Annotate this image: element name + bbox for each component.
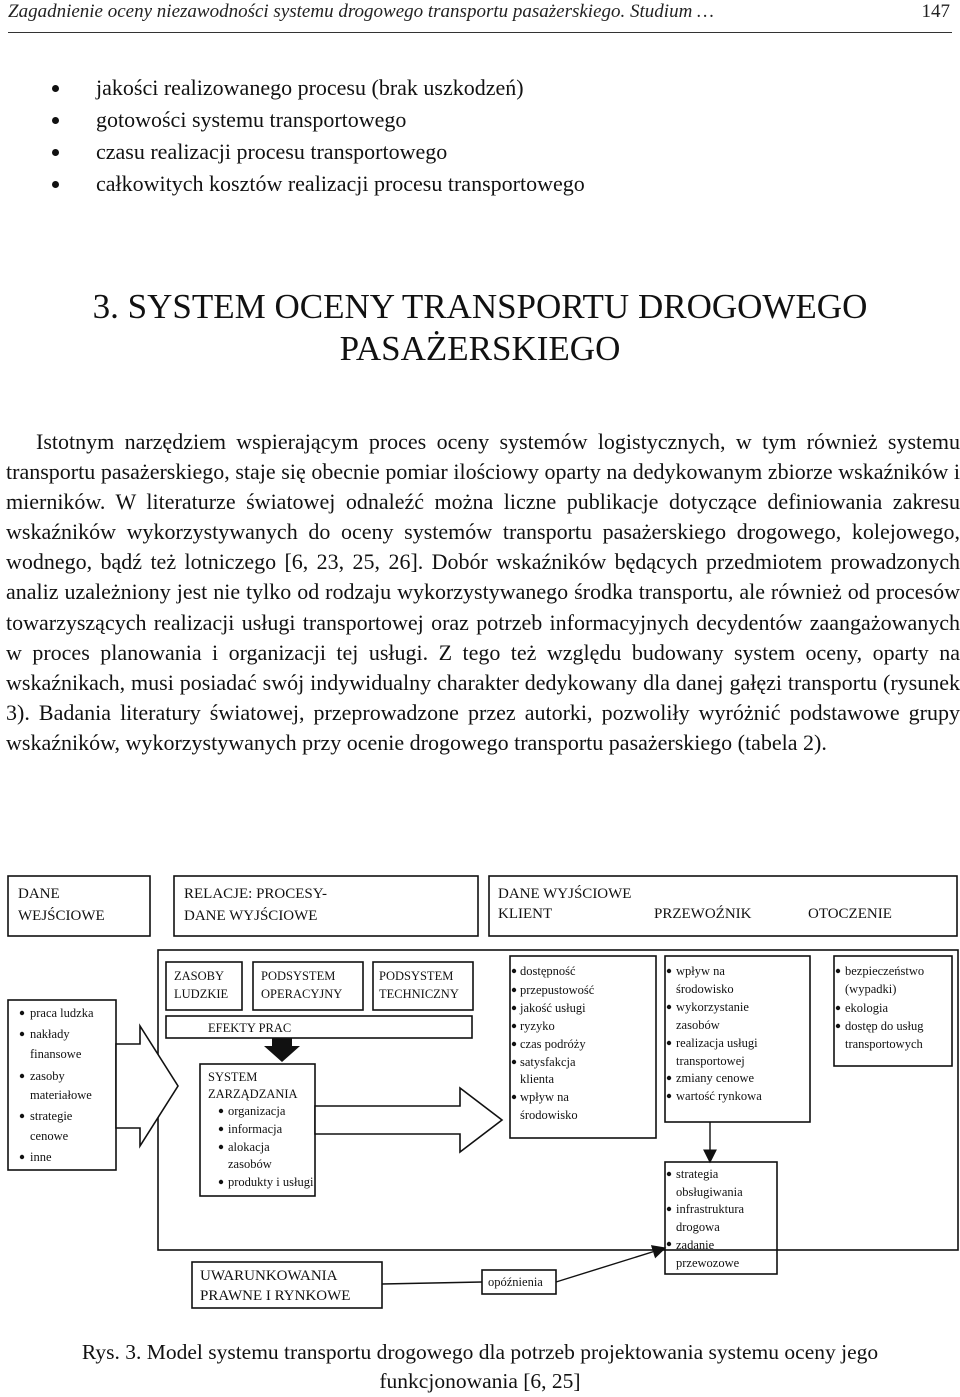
label-sz-1: SYSTEM [208, 1070, 258, 1084]
label-przewoznik: PRZEWOŹNIK [654, 906, 752, 922]
input-item: materiałowe [30, 1088, 92, 1102]
przewoznik-item: zasobów [676, 1018, 720, 1032]
otoczenie-item: transportowych [845, 1037, 923, 1051]
box-relacje [174, 876, 478, 936]
label-efekty-prac: EFEKTY PRAC [208, 1021, 292, 1035]
sz-item: produkty i usługi [228, 1175, 314, 1189]
klient-item: ryzyko [520, 1019, 555, 1033]
label-tech-2: TECHNICZNY [379, 987, 459, 1001]
label-uwarunkowania-1: UWARUNKOWANIA [200, 1268, 338, 1284]
label-tech-1: PODSYSTEM [379, 969, 454, 983]
list-item: całkowitych kosztów realizacji procesu transportowego [0, 168, 585, 200]
bullet-list [0, 72, 585, 200]
section-title-line1: 3. SYSTEM OCENY TRANSPORTU DROGOWEGO [92, 287, 868, 326]
output-arrow-icon [315, 1088, 502, 1152]
body-paragraph: Istotnym narzędziem wspierającym proces oceny systemów logistycznych, w tym również systemu transportu pasażerskiego, staje się obecnie pomiar ilościowy oparty na dedykowanym zbiorze wskaźników i mierników. W literaturze światowej odnaleźć można liczne publikacje dotyczące definiowania zakresu wskaźników wykorzystywanych do oceny systemów transportu pasażerskiego drogowego, kolejowego, wodnego, bądź też lotniczego [6, 23, 25, 26]. Dobór wskaźników będących przedmiotem prowadzonych analiz uzależniony jest nie tylko od rodzaju wykorzystywanego środka transportu, ale również od procesów towarzyszących realizacji usługi transportowej oraz potrzeb informacyjnych decydentów zaangażowanych w proces planowania i organizacji tej usługi. Z tego też względu budowany system oceny, oparty na wskaźnikach, musi posiadać swój indywidualny charakter dedykowany dla danej gałęzi transportu (rysunek 3). Badania literatury światowej, przeprowadzone przez autorki, pozwoliły wyróżnić podstawowe grupy wskaźników, wykorzystywanych przy ocenie drogowego transportu pasażerskiego (tabela 2). [6, 429, 960, 755]
label-uwarunkowania-2: PRAWNE I RYNKOWE [200, 1288, 351, 1304]
input-item: inne [30, 1150, 52, 1164]
bullet-icon [52, 85, 59, 92]
down-arrow-icon [264, 1038, 300, 1062]
label-zasoby-2: LUDZKIE [174, 987, 229, 1001]
klient-item: jakość usługi [520, 1001, 586, 1015]
klient-item: środowisko [520, 1108, 578, 1122]
bullet-icon [52, 149, 59, 156]
przewoznik-item2: obsługiwania [676, 1185, 743, 1199]
przewoznik-item: środowisko [676, 982, 734, 996]
otoczenie-item: ekologia [845, 1001, 889, 1015]
label-klient: KLIENT [498, 906, 553, 922]
label-relacje-2: DANE WYJŚCIOWE [184, 908, 318, 924]
przewoznik-item2: drogowa [676, 1220, 720, 1234]
przewoznik-item: realizacja usługi [676, 1036, 758, 1050]
klient-item: satysfakcja [520, 1055, 576, 1069]
przewoznik-item2: strategia [676, 1167, 719, 1181]
przewoznik-item: zmiany cenowe [676, 1071, 755, 1085]
przewoznik-item2: zadanie [676, 1238, 715, 1252]
bullet-icon [52, 117, 59, 124]
list-item: jakości realizowanego procesu (brak uszkodzeń) [0, 72, 585, 104]
section-title-line2: PASAŻERSKIEGO [339, 329, 621, 368]
running-header [8, 0, 952, 33]
przewoznik-item2: przewozowe [676, 1256, 740, 1270]
otoczenie-item: bezpieczeństwo [845, 964, 925, 978]
sz-item: zasobów [228, 1157, 272, 1171]
input-item: nakłady [30, 1027, 70, 1041]
label-zasoby-1: ZASOBY [174, 969, 225, 983]
bullet-icon [52, 181, 59, 188]
przewoznik-item: transportowej [676, 1054, 745, 1068]
otoczenie-item: (wypadki) [845, 982, 897, 996]
label-dane-wejsciowe-1: DANE [18, 886, 60, 902]
klient-item: przepustowość [520, 983, 595, 997]
input-item: finansowe [30, 1047, 82, 1061]
system-model-diagram [0, 868, 960, 1318]
caption-line2: funkcjonowania [6, 25] [379, 1369, 581, 1393]
label-op-2: OPERACYJNY [261, 987, 343, 1001]
list-item: czasu realizacji procesu transportowego [0, 136, 585, 168]
caption-line1: Rys. 3. Model systemu transportu drogowego dla potrzeb projektowania systemu oceny jego [81, 1340, 879, 1364]
przewoznik-item: wykorzystanie [676, 1000, 749, 1014]
label-opoznienia: opóźnienia [488, 1275, 543, 1289]
input-item: strategie [30, 1109, 73, 1123]
running-title: Zagadnienie oceny niezawodności systemu drogowego transportu pasażerskiego. Studium … [8, 1, 714, 22]
figure-caption [0, 1338, 960, 1396]
klient-item: wpływ na [520, 1090, 569, 1104]
list-item: gotowości systemu transportowego [0, 104, 585, 136]
box-inputs [8, 1000, 116, 1170]
klient-item: czas podróży [520, 1037, 586, 1051]
przewoznik-item2: infrastruktura [676, 1202, 745, 1216]
label-op-1: PODSYSTEM [261, 969, 336, 983]
przewoznik-item: wpływ na [676, 964, 725, 978]
sz-item: informacja [228, 1122, 283, 1136]
box-dane-wejsciowe [8, 876, 150, 936]
input-item: praca ludzka [30, 1006, 94, 1020]
label-dane-wyjsciowe: DANE WYJŚCIOWE [498, 886, 632, 902]
sz-item: alokacja [228, 1140, 270, 1154]
page-number: 147 [921, 1, 950, 22]
input-arrow-icon [116, 1026, 178, 1146]
input-item: zasoby [30, 1069, 65, 1083]
label-sz-2: ZARZĄDZANIA [208, 1087, 298, 1101]
otoczenie-item: dostęp do usług [845, 1019, 924, 1033]
label-otoczenie: OTOCZENIE [808, 906, 892, 922]
klient-item: dostępność [520, 964, 576, 978]
input-item: cenowe [30, 1129, 69, 1143]
label-dane-wejsciowe-2: WEJŚCIOWE [18, 908, 105, 924]
klient-item: klienta [520, 1072, 555, 1086]
label-relacje-1: RELACJE: PROCESY- [184, 886, 327, 902]
przewoznik-item: wartość rynkowa [676, 1089, 762, 1103]
sz-item: organizacja [228, 1104, 286, 1118]
